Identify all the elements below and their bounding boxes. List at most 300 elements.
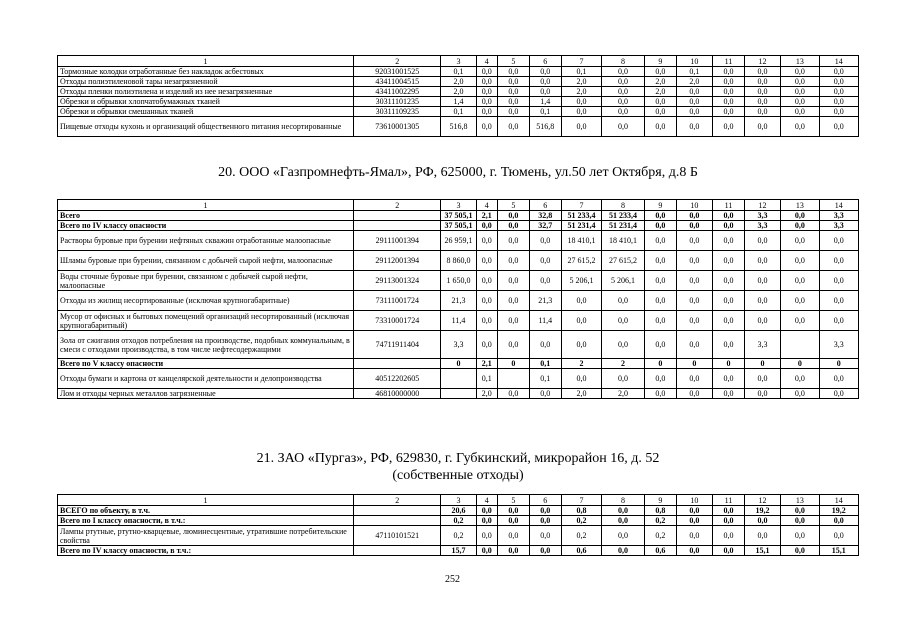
value-cell: 0,0 — [744, 516, 780, 526]
value-cell: 0,0 — [744, 291, 780, 311]
waste-code-cell: 43411002295 — [354, 87, 441, 97]
value-cell: 27 615,2 — [602, 251, 645, 271]
value-cell: 0,1 — [476, 369, 497, 389]
value-cell: 2,0 — [441, 87, 476, 97]
value-cell: 0,0 — [529, 546, 561, 556]
column-number: 6 — [529, 200, 561, 211]
value-cell: 0,0 — [676, 331, 712, 359]
value-cell: 0,0 — [561, 107, 601, 117]
value-cell: 0,0 — [676, 506, 712, 516]
value-cell: 0,0 — [744, 251, 780, 271]
waste-name-cell: Отходы из жилищ несортированные (исключая крупногабаритные) — [58, 291, 354, 311]
value-cell: 2,0 — [561, 77, 601, 87]
value-cell: 516,8 — [441, 117, 476, 137]
value-cell: 1,4 — [441, 97, 476, 107]
value-cell: 2 — [561, 359, 601, 369]
value-cell: 0,0 — [644, 67, 676, 77]
value-cell: 3,3 — [819, 211, 859, 221]
value-cell: 0,1 — [529, 369, 561, 389]
column-number: 4 — [476, 495, 497, 506]
waste-code-cell — [354, 516, 441, 526]
value-cell: 0,0 — [676, 97, 712, 107]
value-cell: 0,0 — [781, 546, 819, 556]
value-cell: 0,0 — [644, 369, 676, 389]
value-cell: 0,0 — [676, 231, 712, 251]
value-cell: 19,2 — [819, 506, 859, 516]
value-cell: 0,0 — [781, 67, 819, 77]
value-cell: 0,0 — [561, 117, 601, 137]
value-cell: 21,3 — [529, 291, 561, 311]
value-cell: 0,0 — [476, 291, 497, 311]
value-cell: 0,0 — [713, 97, 745, 107]
value-cell: 0,0 — [676, 117, 712, 137]
value-cell: 0,0 — [644, 271, 676, 291]
value-cell: 0,0 — [744, 87, 780, 97]
column-number: 8 — [602, 200, 645, 211]
table-row — [58, 506, 859, 516]
table-row — [58, 546, 859, 556]
value-cell: 0,0 — [676, 516, 712, 526]
waste-code-cell: 73610001305 — [354, 117, 441, 137]
column-number: 3 — [441, 56, 476, 67]
value-cell: 8 860,0 — [441, 251, 476, 271]
waste-name-cell: Лампы ртутные, ртутно-кварцевые, люминесцентные, утратившие потребительские свойства — [58, 526, 354, 546]
value-cell: 0,1 — [529, 107, 561, 117]
value-cell: 0,0 — [529, 231, 561, 251]
value-cell: 15,1 — [744, 546, 780, 556]
waste-code-cell — [354, 546, 441, 556]
column-number: 1 — [58, 56, 354, 67]
value-cell: 5 206,1 — [602, 271, 645, 291]
value-cell: 0,0 — [476, 546, 497, 556]
waste-code-cell: 73111001724 — [354, 291, 441, 311]
value-cell: 0,0 — [819, 311, 859, 331]
value-cell: 1 650,0 — [441, 271, 476, 291]
value-cell: 0 — [781, 359, 819, 369]
value-cell: 0,2 — [441, 516, 476, 526]
waste-name-cell: Отходы пленки полиэтилена и изделий из нее незагрязненные — [58, 87, 354, 97]
value-cell: 0,0 — [602, 117, 645, 137]
column-number: 13 — [781, 56, 819, 67]
column-number: 2 — [354, 56, 441, 67]
value-cell: 0,0 — [644, 311, 676, 331]
value-cell: 0,0 — [497, 87, 529, 97]
value-cell: 0,0 — [744, 271, 780, 291]
value-cell: 0,0 — [781, 506, 819, 516]
value-cell: 0,0 — [476, 97, 497, 107]
column-number-row — [58, 56, 859, 67]
value-cell: 51 233,4 — [561, 211, 601, 221]
value-cell: 0,0 — [713, 107, 745, 117]
table-row — [58, 77, 859, 87]
column-number-row — [58, 495, 859, 506]
value-cell: 0,0 — [819, 251, 859, 271]
value-cell: 0,0 — [676, 291, 712, 311]
value-cell: 0,0 — [781, 231, 819, 251]
value-cell: 0,0 — [476, 107, 497, 117]
value-cell: 15,7 — [441, 546, 476, 556]
waste-name-cell: Всего по V классу опасности — [58, 359, 354, 369]
value-cell: 0,0 — [497, 526, 529, 546]
value-cell: 0,0 — [713, 526, 745, 546]
column-number: 14 — [819, 495, 859, 506]
waste-name-cell: Всего по IV классу опасности, в т.ч.: — [58, 546, 354, 556]
value-cell: 0,0 — [713, 546, 745, 556]
value-cell: 0,0 — [713, 117, 745, 137]
value-cell: 0,0 — [781, 77, 819, 87]
waste-code-cell — [354, 506, 441, 516]
value-cell: 0,0 — [644, 97, 676, 107]
table-row — [58, 211, 859, 221]
table-continuation — [57, 55, 859, 137]
value-cell: 37 505,1 — [441, 211, 476, 221]
value-cell: 0,0 — [744, 369, 780, 389]
table-row — [58, 291, 859, 311]
column-number: 2 — [354, 200, 441, 211]
value-cell: 2,0 — [561, 389, 601, 399]
table-row — [58, 359, 859, 369]
value-cell: 0,0 — [781, 311, 819, 331]
value-cell: 0,0 — [676, 526, 712, 546]
value-cell: 0,0 — [497, 97, 529, 107]
section-heading-20: 20. ООО «Газпромнефть-Ямал», РФ, 625000, г. Тюмень, ул.50 лет Октября, д.8 Б — [218, 165, 698, 180]
value-cell: 32,8 — [529, 211, 561, 221]
value-cell: 0,0 — [819, 291, 859, 311]
value-cell: 0,0 — [644, 291, 676, 311]
value-cell: 20,6 — [441, 506, 476, 516]
table-row — [58, 271, 859, 291]
waste-code-cell: 30311109235 — [354, 107, 441, 117]
column-number: 6 — [529, 495, 561, 506]
value-cell: 0,0 — [497, 291, 529, 311]
value-cell: 2,0 — [676, 77, 712, 87]
waste-code-cell: 92031001525 — [354, 67, 441, 77]
value-cell: 0,1 — [561, 67, 601, 77]
value-cell: 0,0 — [819, 87, 859, 97]
column-number: 1 — [58, 200, 354, 211]
value-cell: 0,6 — [644, 546, 676, 556]
value-cell: 15,1 — [819, 546, 859, 556]
value-cell: 0,0 — [497, 311, 529, 331]
value-cell: 0,0 — [602, 516, 645, 526]
value-cell: 18 410,1 — [561, 231, 601, 251]
column-number: 5 — [497, 56, 529, 67]
table-row — [58, 526, 859, 546]
value-cell: 516,8 — [529, 117, 561, 137]
waste-code-cell: 29112001394 — [354, 251, 441, 271]
value-cell: 2,0 — [644, 77, 676, 87]
value-cell: 0,0 — [781, 291, 819, 311]
table-row — [58, 516, 859, 526]
column-number: 14 — [819, 200, 859, 211]
value-cell: 0,0 — [744, 311, 780, 331]
table-row — [58, 117, 859, 137]
value-cell: 0,0 — [497, 67, 529, 77]
value-cell: 0,0 — [529, 526, 561, 546]
value-cell: 0,0 — [819, 97, 859, 107]
value-cell: 0,2 — [644, 516, 676, 526]
value-cell: 0,0 — [497, 546, 529, 556]
waste-code-cell — [354, 221, 441, 231]
value-cell: 0,0 — [819, 117, 859, 137]
value-cell: 0,0 — [497, 506, 529, 516]
value-cell: 51 233,4 — [602, 211, 645, 221]
value-cell: 0,0 — [819, 231, 859, 251]
value-cell: 0,0 — [644, 117, 676, 137]
column-number: 8 — [602, 56, 645, 67]
value-cell: 0,0 — [602, 97, 645, 107]
value-cell: 0 — [713, 359, 745, 369]
value-cell: 0,0 — [644, 389, 676, 399]
value-cell: 0,0 — [476, 506, 497, 516]
column-number: 7 — [561, 200, 601, 211]
value-cell: 0,0 — [676, 87, 712, 97]
section-heading-21-title: 21. ЗАО «Пургаз», РФ, 629830, г. Губкинский, микрорайон 16, д. 52 — [256, 451, 660, 466]
table-row — [58, 67, 859, 77]
value-cell: 0,0 — [819, 107, 859, 117]
value-cell: 0,0 — [781, 271, 819, 291]
value-cell: 0,0 — [781, 389, 819, 399]
value-cell: 0,8 — [561, 506, 601, 516]
column-number: 4 — [476, 200, 497, 211]
table-row — [58, 87, 859, 97]
value-cell: 2,0 — [561, 87, 601, 97]
value-cell: 0,0 — [713, 77, 745, 87]
column-number: 5 — [497, 200, 529, 211]
table-row — [58, 221, 859, 231]
page-number: 252 — [445, 574, 460, 585]
value-cell: 0,0 — [529, 389, 561, 399]
waste-name-cell: Зола от сжигания отходов потребления на производстве, подобных коммунальным, в смеси с отходами производства, в том числе нефтесодержащими — [58, 331, 354, 359]
value-cell: 0,0 — [676, 211, 712, 221]
value-cell: 0,0 — [713, 67, 745, 77]
value-cell: 0,0 — [476, 87, 497, 97]
waste-code-cell: 47110101521 — [354, 526, 441, 546]
value-cell: 0,0 — [744, 526, 780, 546]
section-heading-21 — [57, 450, 859, 484]
value-cell: 0,0 — [713, 221, 745, 231]
value-cell: 2,0 — [441, 77, 476, 87]
value-cell: 0,0 — [497, 117, 529, 137]
value-cell: 0,0 — [602, 77, 645, 87]
value-cell — [441, 389, 476, 399]
column-number: 3 — [441, 495, 476, 506]
column-number: 1 — [58, 495, 354, 506]
value-cell: 0,0 — [644, 211, 676, 221]
waste-name-cell: Пищевые отходы кухонь и организаций общественного питания несортированные — [58, 117, 354, 137]
column-number: 10 — [676, 200, 712, 211]
table-row — [58, 97, 859, 107]
value-cell: 0,0 — [713, 369, 745, 389]
value-cell: 0,0 — [781, 221, 819, 231]
value-cell: 0,0 — [781, 87, 819, 97]
column-number: 13 — [781, 495, 819, 506]
column-number: 3 — [441, 200, 476, 211]
value-cell: 2,0 — [644, 87, 676, 97]
value-cell: 0,0 — [561, 331, 601, 359]
value-cell: 3,3 — [744, 211, 780, 221]
value-cell: 0,0 — [529, 506, 561, 516]
value-cell: 0,0 — [676, 369, 712, 389]
table-row — [58, 107, 859, 117]
value-cell: 0,0 — [602, 526, 645, 546]
waste-name-cell: Обрезки и обрывки смешанных тканей — [58, 107, 354, 117]
value-cell: 0 — [744, 359, 780, 369]
waste-code-cell: 29113001324 — [354, 271, 441, 291]
value-cell: 0,0 — [602, 331, 645, 359]
column-number: 7 — [561, 495, 601, 506]
value-cell: 0,0 — [713, 271, 745, 291]
value-cell: 32,7 — [529, 221, 561, 231]
value-cell: 0,2 — [561, 526, 601, 546]
waste-name-cell: Лом и отходы черных металлов загрязненные — [58, 389, 354, 399]
value-cell: 0,0 — [744, 67, 780, 77]
value-cell: 0,0 — [529, 87, 561, 97]
value-cell: 0,0 — [476, 516, 497, 526]
table-row — [58, 331, 859, 359]
value-cell: 3,3 — [819, 331, 859, 359]
value-cell: 0,1 — [441, 67, 476, 77]
value-cell: 0,0 — [529, 271, 561, 291]
value-cell: 37 505,1 — [441, 221, 476, 231]
value-cell: 0,0 — [744, 389, 780, 399]
value-cell: 0,0 — [676, 107, 712, 117]
value-cell — [497, 369, 529, 389]
value-cell: 0,0 — [819, 77, 859, 87]
value-cell: 0,0 — [781, 107, 819, 117]
value-cell: 3,3 — [819, 221, 859, 231]
value-cell: 0,0 — [819, 67, 859, 77]
value-cell: 0,0 — [497, 221, 529, 231]
value-cell: 2,0 — [476, 389, 497, 399]
value-cell: 18 410,1 — [602, 231, 645, 251]
value-cell: 11,4 — [529, 311, 561, 331]
value-cell: 0,0 — [497, 107, 529, 117]
waste-name-cell: ВСЕГО по объекту, в т.ч. — [58, 506, 354, 516]
value-cell: 0,0 — [476, 221, 497, 231]
waste-name-cell: Всего по I классу опасности, в т.ч.: — [58, 516, 354, 526]
value-cell: 0,0 — [819, 526, 859, 546]
column-number: 9 — [644, 56, 676, 67]
column-number: 5 — [497, 495, 529, 506]
value-cell: 0,0 — [819, 369, 859, 389]
value-cell: 0,0 — [529, 331, 561, 359]
value-cell: 51 231,4 — [561, 221, 601, 231]
value-cell: 0,0 — [713, 516, 745, 526]
value-cell: 0,0 — [476, 231, 497, 251]
value-cell: 2,0 — [602, 389, 645, 399]
column-number: 12 — [744, 200, 780, 211]
column-number: 11 — [713, 495, 745, 506]
value-cell: 0,8 — [644, 506, 676, 516]
value-cell: 0,0 — [497, 516, 529, 526]
column-number: 9 — [644, 495, 676, 506]
column-number: 6 — [529, 56, 561, 67]
waste-name-cell: Всего — [58, 211, 354, 221]
waste-name-cell: Отходы бумаги и картона от канцелярской деятельности и делопроизводства — [58, 369, 354, 389]
value-cell: 0,0 — [602, 291, 645, 311]
waste-code-cell: 40512202605 — [354, 369, 441, 389]
value-cell: 0,0 — [781, 369, 819, 389]
value-cell: 0,0 — [561, 97, 601, 107]
value-cell: 0,0 — [781, 211, 819, 221]
value-cell: 0,0 — [781, 117, 819, 137]
column-number: 11 — [713, 200, 745, 211]
value-cell: 0,0 — [744, 231, 780, 251]
value-cell: 0,0 — [602, 369, 645, 389]
value-cell: 0,6 — [561, 546, 601, 556]
value-cell: 26 959,1 — [441, 231, 476, 251]
value-cell: 0,0 — [644, 331, 676, 359]
value-cell: 2 — [602, 359, 645, 369]
column-number: 11 — [713, 56, 745, 67]
value-cell: 0,0 — [713, 311, 745, 331]
column-number: 10 — [676, 56, 712, 67]
value-cell: 0,0 — [497, 211, 529, 221]
column-number: 10 — [676, 495, 712, 506]
value-cell: 0,0 — [497, 251, 529, 271]
value-cell: 0,0 — [644, 221, 676, 231]
value-cell: 0,0 — [602, 87, 645, 97]
value-cell: 0,0 — [476, 77, 497, 87]
value-cell: 0,0 — [744, 77, 780, 87]
column-number-row — [58, 200, 859, 211]
value-cell: 2,1 — [476, 211, 497, 221]
value-cell: 0,0 — [602, 107, 645, 117]
waste-name-cell: Шламы буровые при бурении, связанном с добычей сырой нефти, малоопасные — [58, 251, 354, 271]
value-cell: 0,0 — [476, 117, 497, 137]
value-cell: 5 206,1 — [561, 271, 601, 291]
value-cell: 0,0 — [713, 211, 745, 221]
value-cell: 1,4 — [529, 97, 561, 107]
value-cell — [781, 331, 819, 359]
value-cell: 3,3 — [744, 331, 780, 359]
value-cell: 0,0 — [497, 271, 529, 291]
value-cell: 0,0 — [476, 251, 497, 271]
value-cell: 0,0 — [644, 251, 676, 271]
value-cell: 0,0 — [529, 516, 561, 526]
value-cell: 0,0 — [819, 271, 859, 291]
value-cell: 0 — [441, 359, 476, 369]
waste-code-cell — [354, 211, 441, 221]
value-cell: 0,0 — [676, 389, 712, 399]
table-gazpromneft-yamal — [57, 199, 859, 399]
value-cell: 0,0 — [497, 389, 529, 399]
column-number: 7 — [561, 56, 601, 67]
value-cell: 0 — [497, 359, 529, 369]
value-cell: 0 — [819, 359, 859, 369]
waste-code-cell: 46810000000 — [354, 389, 441, 399]
waste-name-cell: Мусор от офисных и бытовых помещений организаций несортированный (исключая крупногабаритный) — [58, 311, 354, 331]
value-cell: 0,0 — [713, 506, 745, 516]
column-number: 2 — [354, 495, 441, 506]
waste-name-cell: Отходы полиэтиленовой тары незагрязненной — [58, 77, 354, 87]
value-cell: 0,0 — [781, 251, 819, 271]
value-cell: 0,0 — [602, 311, 645, 331]
value-cell: 0,0 — [497, 231, 529, 251]
value-cell: 0,0 — [529, 67, 561, 77]
table-row — [58, 311, 859, 331]
value-cell: 0,0 — [476, 271, 497, 291]
table-row — [58, 369, 859, 389]
value-cell — [441, 369, 476, 389]
value-cell: 0,0 — [476, 67, 497, 77]
value-cell: 0,0 — [676, 251, 712, 271]
value-cell: 3,3 — [744, 221, 780, 231]
value-cell: 0,0 — [744, 107, 780, 117]
value-cell: 0,0 — [713, 331, 745, 359]
value-cell: 0,0 — [476, 311, 497, 331]
